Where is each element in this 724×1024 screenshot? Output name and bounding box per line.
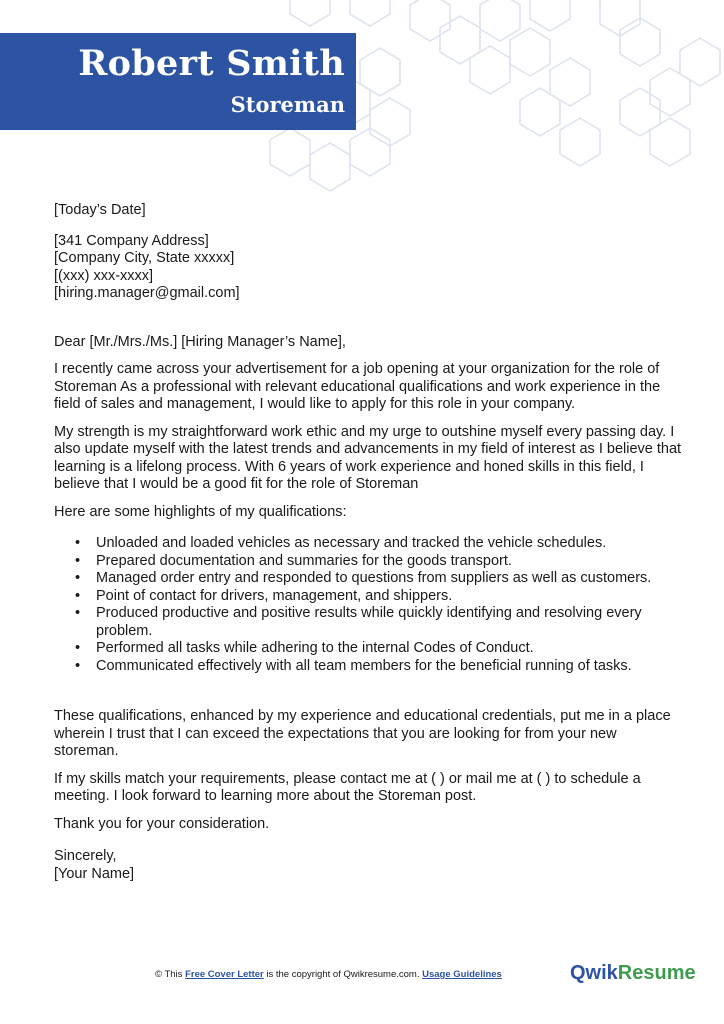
address-line: [hiring.manager@gmail.com] [54,285,240,301]
applicant-name: Robert Smith [78,43,345,84]
address-line: [(xxx) xxx-xxxx] [54,267,154,284]
address-line: [341 Company Address] [54,232,209,249]
list-item: • Communicated effectively with all team members for the beneficial running of tasks. [75,657,632,674]
logo-part-resume: Resume [617,962,696,984]
list-item: • Unloaded and loaded vehicles as necessary and tracked the vehicle schedules. [75,535,607,551]
logo-part-qwik: Qwik [570,962,618,984]
copyright-notice: © This Free Cover Letter is the copyright of Qwikresume.com. Usage Guidelines [155,969,502,980]
usage-guidelines-link[interactable]: Usage Guidelines [422,969,502,980]
list-item: • Managed order entry and responded to questions from suppliers as well as customers. [75,570,652,586]
list-item: • Performed all tasks while adhering to the internal Codes of Conduct. [75,640,534,656]
bullet-icon: • [75,640,81,656]
bullet-icon: • [75,552,81,569]
thanks-line: Thank you for your consideration. [54,815,270,832]
highlights-intro: Here are some highlights of my qualifications: [54,503,347,520]
list-item: • Produced productive and positive results while quickly identifying and resolving every problem. [75,605,642,639]
footer [0,962,724,988]
list-item: • Prepared documentation and summaries for the goods transport. [75,552,512,569]
header-band [0,33,356,130]
paragraph-strength: My strength is my straightforward work ethic and my urge to outshine myself every passing day. I also update myself with the latest trends and advancements in my field of interest as I believe that learning is a lifelong process. With 6 years of work experience and honed skills in this field, I believe that I would be a good fit for the role of Storeman [54,423,682,492]
letter-body [54,202,684,883]
paragraph-contact: If my skills match your requirements, please contact me at ( ) or mail me at ( ) to schedule a meeting. I look forward to learning more about the Storeman post. [54,770,641,804]
letter-date: [Today’s Date] [54,202,146,218]
bullet-icon: • [75,535,81,551]
paragraph-qualifications: These qualifications, enhanced by my experience and educational credentials, put me in a place wherein I trust that I can exceed the expectations that you are looking for from your new storeman. [54,708,671,759]
signoff: Sincerely, [54,848,117,864]
list-item: • Point of contact for drivers, management, and shippers. [75,587,453,604]
highlights-list [54,535,684,675]
bullet-icon: • [75,570,81,586]
job-title: Storeman [230,92,345,117]
bullet-icon: • [75,587,81,604]
paragraph-intro: I recently came across your advertisement for a job opening at your organization for the role of Storeman As a professional with relevant educational qualifications and work experience in the field of sales and management, I would like to apply for this role in your company. [54,361,661,412]
recipient-address [54,233,684,303]
bullet-icon: • [75,605,81,621]
free-cover-letter-link[interactable]: Free Cover Letter [185,969,264,980]
qwikresume-logo[interactable] [570,961,696,985]
signature: [Your Name] [54,865,135,882]
address-line: [Company City, State xxxxx] [54,250,235,266]
salutation: Dear [Mr./Mrs./Ms.] [Hiring Manager’s Name], [54,333,346,350]
bullet-icon: • [75,657,81,674]
